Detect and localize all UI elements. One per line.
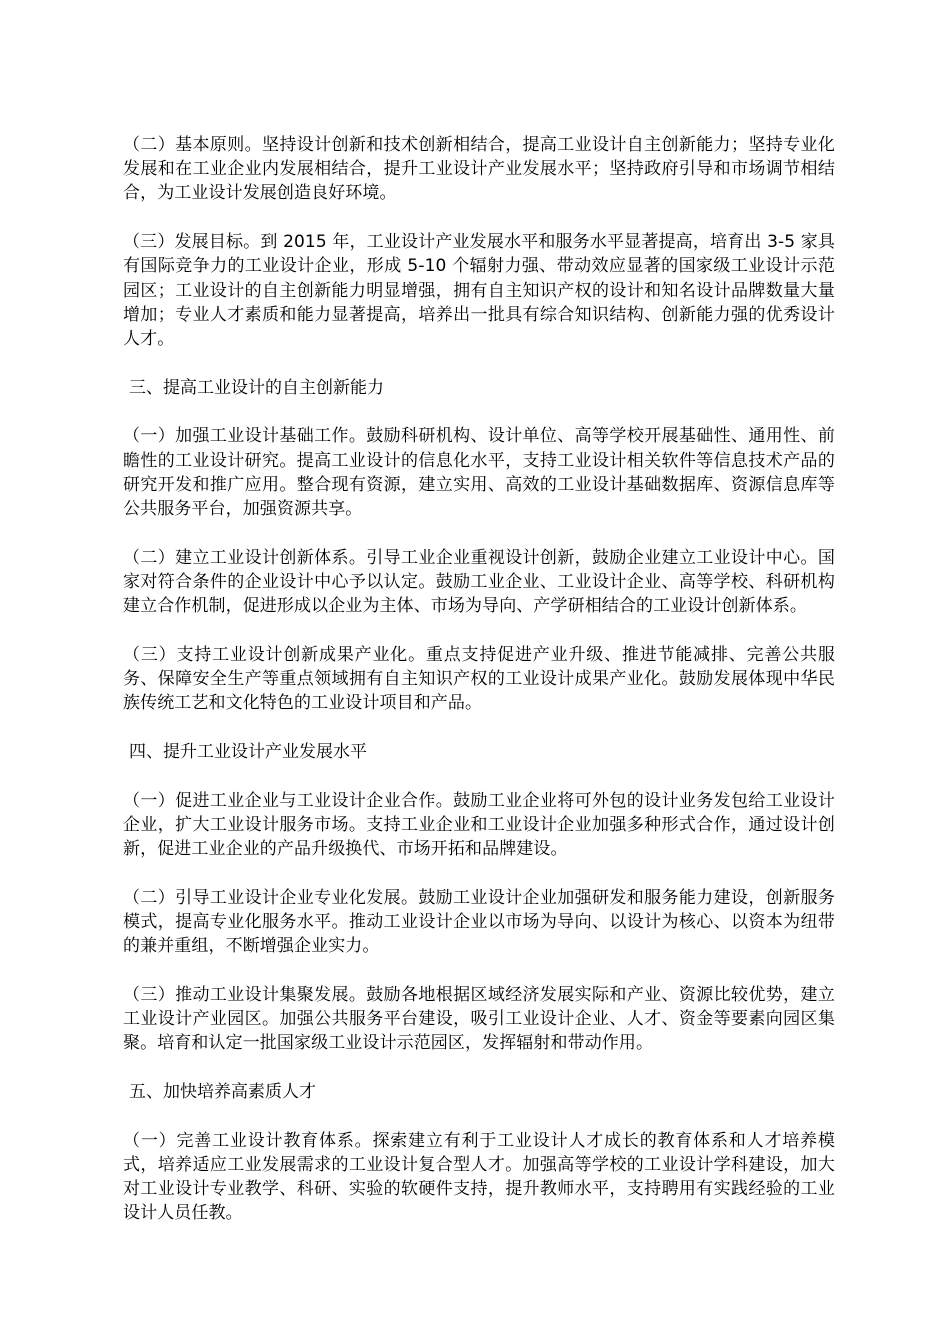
paragraph-innovation-system: （二）建立工业设计创新体系。引导工业企业重视设计创新，鼓励企业建立工业设计中心。国家对符合条件的企业设计中心予以认定。鼓励工业企业、工业设计企业、高等学校、科研机构建立合作机制，促进形成以企业为主体、市场为导向、产学研相结合的工业设计创新体系。	[123, 547, 835, 617]
paragraph-development-goals: （三）发展目标。到 2015 年，工业设计产业发展水平和服务水平显著提高，培育出 3-5 家具有国际竞争力的工业设计企业，形成 5-10 个辐射力强、带动效应显著的国家级工业设计示范园区；工业设计的自主创新能力明显增强，拥有自主知识产权的设计和知名设计品牌数量大量增加；专业人才素质和能力显著提高，培养出一批具有综合知识结构、创新能力强的优秀设计人才。	[123, 232, 835, 349]
paragraph-cooperation: （一）促进工业企业与工业设计企业合作。鼓励工业企业将可外包的设计业务发包给工业设计企业，扩大工业设计服务市场。支持工业企业和工业设计企业加强多种形式合作，通过设计创新，促进工业企业的产品升级换代、市场开拓和品牌建设。	[123, 790, 835, 859]
section-heading-industry-level: 四、提升工业设计产业发展水平	[129, 741, 367, 762]
paragraph-education-system: （一）完善工业设计教育体系。探索建立有利于工业设计人才成长的教育体系和人才培养模式，培养适应工业发展需求的工业设计复合型人才。加强高等学校的工业设计学科建设，加大对工业设计专业教学、科研、实验的软硬件支持，提升教师水平，支持聘用有实践经验的工业设计人员任教。	[123, 1130, 835, 1224]
document-page	[123, 133, 835, 1225]
section-heading-talent: 五、加快培养高素质人才	[129, 1081, 316, 1102]
paragraph-clustering: （三）推动工业设计集聚发展。鼓励各地根据区域经济发展实际和产业、资源比较优势，建立工业设计产业园区。加强公共服务平台建设，吸引工业设计企业、人才、资金等要素向园区集聚。培育和认定一批国家级工业设计示范园区，发挥辐射和带动作用。	[123, 984, 835, 1054]
paragraph-design-foundation: （一）加强工业设计基础工作。鼓励科研机构、设计单位、高等学校开展基础性、通用性、前瞻性的工业设计研究。提高工业设计的信息化水平，支持工业设计相关软件等信息技术产品的研究开发和推广应用。整合现有资源，建立实用、高效的工业设计基础数据库、资源信息库等公共服务平台，加强资源共享。	[123, 426, 835, 519]
paragraph-specialization: （二）引导工业设计企业专业化发展。鼓励工业设计企业加强研发和服务能力建设，创新服务模式，提高专业化服务水平。推动工业设计企业以市场为导向、以设计为核心、以资本为纽带的兼并重组，不断增强企业实力。	[123, 887, 835, 957]
paragraph-industrialization: （三）支持工业设计创新成果产业化。重点支持促进产业升级、推进节能减排、完善公共服务、保障安全生产等重点领域拥有自主知识产权的工业设计成果产业化。鼓励发展体现中华民族传统工艺和文化特色的工业设计项目和产品。	[123, 644, 835, 714]
section-heading-innovation: 三、提高工业设计的自主创新能力	[129, 377, 384, 398]
paragraph-basic-principles: （二）基本原则。坚持设计创新和技术创新相结合，提高工业设计自主创新能力；坚持专业化发展和在工业企业内发展相结合，提升工业设计产业发展水平；坚持政府引导和市场调节相结合，为工业设计发展创造良好环境。	[123, 135, 835, 204]
